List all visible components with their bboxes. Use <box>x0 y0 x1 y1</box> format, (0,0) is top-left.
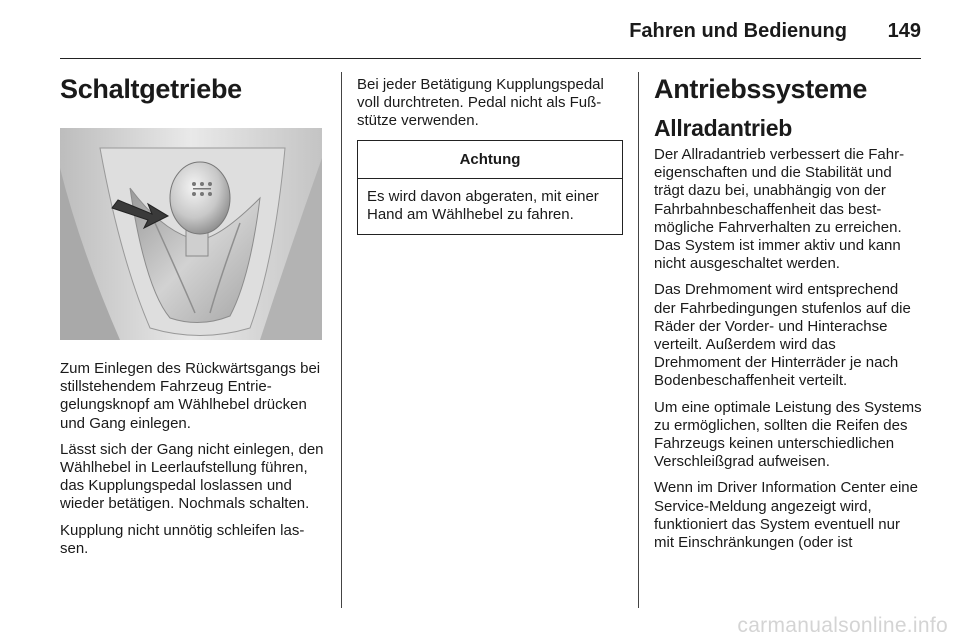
paragraph-torque: Das Drehmoment wird entsprechend der Fahrbedingungen stufenlos auf die Räder der Vorder- und Hinterachse verteilt. Außerdem wird das Drehmoment der Hinterräder je nach Bodenbeschaffenheit verteilt. <box>654 281 911 390</box>
gear-lever-illustration <box>60 128 322 340</box>
caution-box <box>357 140 623 235</box>
paragraph-service-message: Wenn im Driver Information Center eine Service-Meldung angezeigt wird, funktioniert das System eventuell nur mit Einschränkungen (oder ist <box>654 479 918 552</box>
paragraph-reverse-gear: Zum Einlegen des Rückwärtsgangs bei stillstehendem Fahrzeug Entriegelungsknopf am Wählhebel drücken und Gang einlegen. <box>60 360 321 432</box>
page-header <box>60 14 921 59</box>
paragraph-gear-engage: Lässt sich der Gang nicht einlegen, den Wählhebel in Leerlaufstellung führen, das Kupplungspedal loslassen und wieder betätigen. Nochmals schalten. <box>60 440 324 513</box>
subheading-allradantrieb: Allradantrieb <box>654 115 792 141</box>
page-number: 149 <box>887 20 921 42</box>
column-right <box>654 72 922 552</box>
paragraph-tyres: Um eine optimale Leistung des Systems zu ermöglichen, sollten die Reifen des Fahrzeugs keinen unterschiedlichen Verschleißgrad aufweisen. <box>654 398 922 471</box>
caution-text: Es wird davon abgeraten, mit einer Hand am Wählhebel zu fahren. <box>367 187 599 223</box>
column-middle <box>357 76 623 235</box>
caution-title: Achtung <box>358 141 622 179</box>
section-title: Fahren und Bedienung <box>629 20 847 42</box>
column-left <box>60 72 324 558</box>
column-divider-1 <box>341 72 342 608</box>
paragraph-clutch-pedal: Bei jeder Betätigung Kupplungspedal voll durchtreten. Pedal nicht als Fußstütze verwenden. <box>357 76 604 130</box>
paragraph-clutch-slip: Kupplung nicht unnötig schleifen lassen. <box>60 521 305 557</box>
paragraph-awd-intro: Der Allradantrieb verbessert die Fahreigenschaften und die Stabilität und trägt dazu bei, unabhängig von der Fahrbahnbeschaffenheit das bestmögliche Fahrverhalten zu erreichen. Das System ist immer aktiv und kann nicht ausgeschaltet werden. <box>654 146 905 273</box>
heading-schaltgetriebe: Schaltgetriebe <box>60 74 242 104</box>
watermark: carmanualsonline.info <box>737 614 948 637</box>
gear-lever-drawing <box>60 128 322 340</box>
column-divider-2 <box>638 72 639 608</box>
heading-antriebssysteme: Antriebssysteme <box>654 74 868 104</box>
